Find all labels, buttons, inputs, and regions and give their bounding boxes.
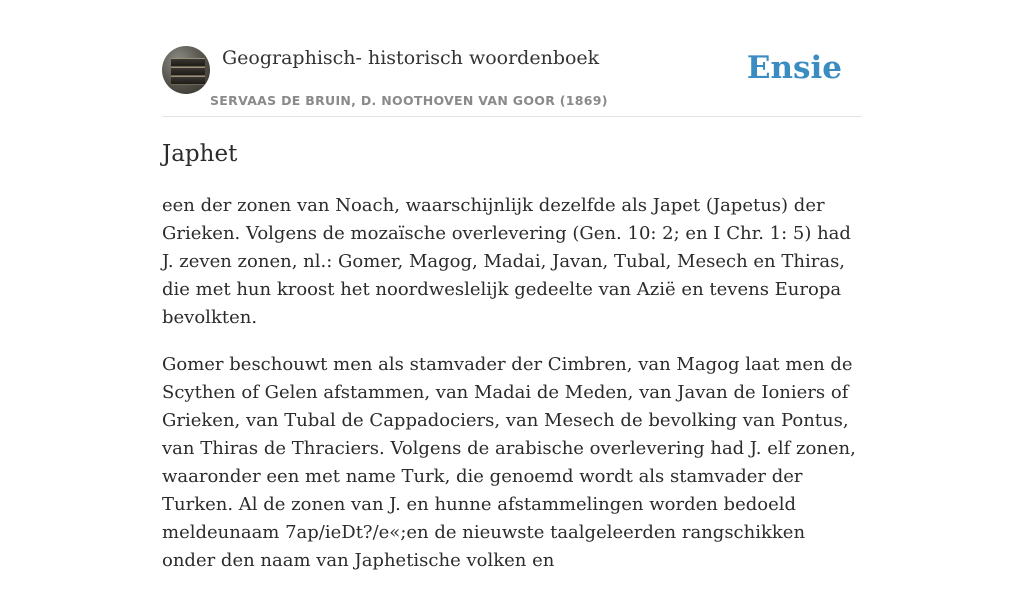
book-cover-avatar[interactable] <box>162 46 210 94</box>
entry-content <box>162 192 862 594</box>
book-header <box>162 46 862 117</box>
entry-paragraph: Gomer beschouwt men als stamvader der Cimbren, van Magog laat men de Scythen of Gelen afstammen, van Madai de Meden, van Javan de Ioniers of Grieken, van Tubal de Cappadociers, van Mesech de bevolking van Pontus, van Thiras de Thraciers. Volgens de arabische overlevering had J. elf zonen, waaronder een met name Turk, die genoemd wordt als stamvader der Turken. Al de zonen van J. en hunne afstammelingen worden bedoeld meldeunaam 7ap/ieDt?/e«;en de nieuwste taalgeleerden rangschikken onder den naam van Japhetische volken en <box>162 354 856 571</box>
ensie-logo[interactable]: Ensie <box>746 50 842 86</box>
entry-paragraph: een der zonen van Noach, waarschijnlijk dezelfde als Japet (Japetus) der Grieken. Volgens de mozaïsche overlevering (Gen. 10: 2; en I Chr. 1: 5) had J. zeven zonen, nl.: Gomer, Magog, Madai, Javan, Tubal, Mesech en Thiras, die met hun kroost het noordweslelijk gedeelte van Azië en tevens Europa bevolkten. <box>162 195 851 328</box>
book-title-link[interactable]: Geographisch- historisch woordenboek <box>222 47 600 69</box>
book-authors: SERVAAS DE BRUIN, D. NOOTHOVEN VAN GOOR (1869) <box>210 93 608 108</box>
entry-title: Japhet <box>162 141 238 167</box>
